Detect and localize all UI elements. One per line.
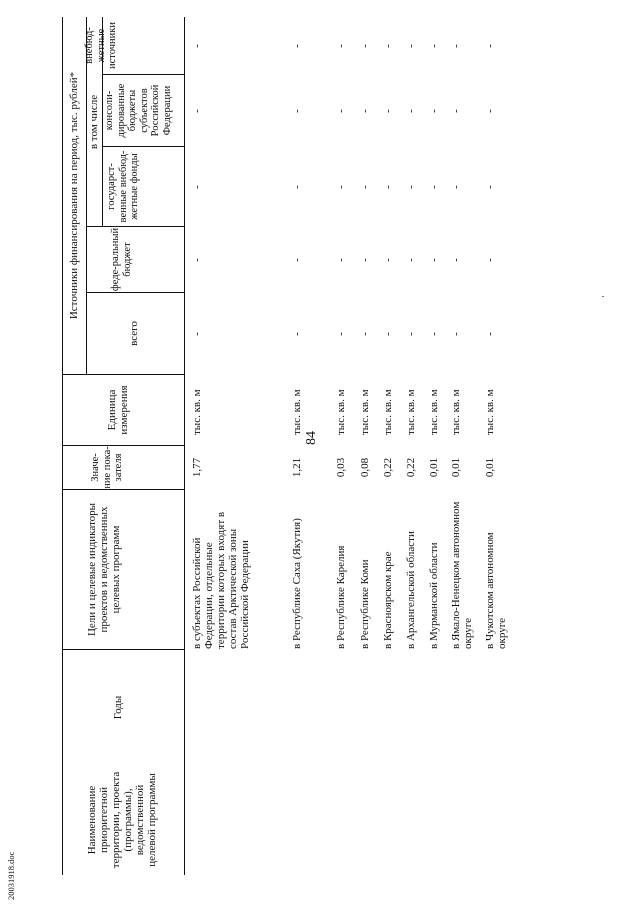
empty-value-dash: - <box>428 332 440 336</box>
empty-value-dash: - <box>291 258 303 262</box>
empty-value-dash: - <box>382 185 394 189</box>
row-unit: тыс. кв. м <box>335 389 347 435</box>
empty-value-dash: - <box>405 44 417 48</box>
empty-value-dash: - <box>405 258 417 262</box>
empty-value-dash: - <box>335 332 347 336</box>
empty-value-dash: - <box>405 109 417 113</box>
empty-value-dash: - <box>484 258 496 262</box>
empty-value-dash: - <box>335 109 347 113</box>
row-goal: в Мурманской области <box>428 542 440 649</box>
empty-value-dash: - <box>450 332 462 336</box>
empty-value-dash: - <box>359 44 371 48</box>
header-federal: феде-ральный бюджет <box>110 227 133 292</box>
empty-value-dash: - <box>335 258 347 262</box>
header-incl: в том числе <box>88 94 100 150</box>
empty-value-dash: - <box>428 44 440 48</box>
empty-value-dash: - <box>428 185 440 189</box>
row-unit: тыс. кв. м <box>405 389 417 435</box>
row-unit: тыс. кв. м <box>382 389 394 435</box>
financing-table <box>62 17 604 875</box>
empty-value-dash: - <box>191 332 203 336</box>
empty-value-dash: - <box>191 109 203 113</box>
row-value: 0,03 <box>335 457 347 478</box>
row-value: 0,01 <box>428 457 440 478</box>
page-number: 84 <box>304 431 319 445</box>
empty-value-dash: - <box>450 185 462 189</box>
row-value: 0,22 <box>382 457 394 478</box>
empty-value-dash: - <box>335 44 347 48</box>
header-bottom-rule <box>184 17 185 875</box>
empty-value-dash: - <box>291 332 303 336</box>
row-goal: в Республике Коми <box>359 559 371 649</box>
row-unit: тыс. кв. м <box>291 389 303 435</box>
empty-value-dash: - <box>191 258 203 262</box>
vline <box>62 489 184 490</box>
empty-value-dash: - <box>450 258 462 262</box>
header-extrabudget: внебюд-жетные источники <box>84 22 118 69</box>
empty-value-dash: - <box>359 332 371 336</box>
empty-value-dash: - <box>484 44 496 48</box>
empty-value-dash: - <box>359 185 371 189</box>
table-top-rule <box>62 17 63 875</box>
row-goal: в Красноярском крае <box>382 551 394 649</box>
header-state-funds: государст-венные внебюд-жетные фонды <box>106 150 140 223</box>
row-unit: тыс. кв. м <box>484 389 496 435</box>
empty-value-dash: - <box>191 44 203 48</box>
row-goal: в Ямало-Ненецком автономном округе <box>450 501 474 649</box>
row-value: 1,77 <box>191 457 203 478</box>
empty-value-dash: - <box>382 44 394 48</box>
header-sources: Источники финансирования на период, тыс. рублей* <box>68 71 80 320</box>
header-unit: Единица измерения <box>106 385 130 435</box>
empty-value-dash: - <box>291 109 303 113</box>
header-consolidated: консоли-дированные бюджеты субъектов Российской Федерации <box>104 83 173 138</box>
empty-value-dash: - <box>291 44 303 48</box>
row-unit: тыс. кв. м <box>359 389 371 435</box>
empty-value-dash: - <box>484 109 496 113</box>
row-value: 0,01 <box>450 457 462 478</box>
empty-value-dash: - <box>484 185 496 189</box>
document-id: 20031918.doc <box>6 851 16 900</box>
row-goal: в субъектах Российской Федерации, отдельные территории которых входят в состав Арктической зоны Российской Федерации <box>191 511 251 649</box>
empty-value-dash: - <box>405 185 417 189</box>
empty-value-dash: - <box>359 258 371 262</box>
empty-value-dash: - <box>428 258 440 262</box>
empty-value-dash: - <box>484 332 496 336</box>
row-goal: в Республике Карелия <box>335 545 347 649</box>
header-total: всего <box>128 321 140 346</box>
empty-value-dash: - <box>405 332 417 336</box>
empty-value-dash: - <box>335 185 347 189</box>
empty-value-dash: - <box>382 258 394 262</box>
empty-value-dash: - <box>359 109 371 113</box>
empty-value-dash: - <box>291 185 303 189</box>
row-unit: тыс. кв. м <box>191 389 203 435</box>
row-value: 0,08 <box>359 457 371 478</box>
header-years: Годы <box>112 695 124 720</box>
empty-value-dash: - <box>450 109 462 113</box>
row-goal: в Республике Саха (Якутия) <box>291 518 303 649</box>
row-unit: тыс. кв. м <box>428 389 440 435</box>
header-goals: Цели и целевые индикаторы проектов и ведомственных целевых программ <box>86 502 122 637</box>
row-goal: в Архангельской области <box>405 531 417 649</box>
header-value: Значе-ние пока-зателя <box>90 446 124 489</box>
empty-value-dash: - <box>382 332 394 336</box>
row-value: 1,21 <box>291 457 303 478</box>
empty-value-dash: - <box>382 109 394 113</box>
vline <box>86 226 184 227</box>
row-value: 0,01 <box>484 457 496 478</box>
empty-value-dash: - <box>450 44 462 48</box>
empty-value-dash: - <box>428 109 440 113</box>
empty-value-dash: - <box>191 185 203 189</box>
row-goal: в Чукотском автономном округе <box>484 532 508 649</box>
row-value: 0,22 <box>405 457 417 478</box>
row-unit: тыс. кв. м <box>450 389 462 435</box>
header-name: Наименование приоритетной территории, проекта (программы), ведомственной целевой программы <box>86 771 158 869</box>
